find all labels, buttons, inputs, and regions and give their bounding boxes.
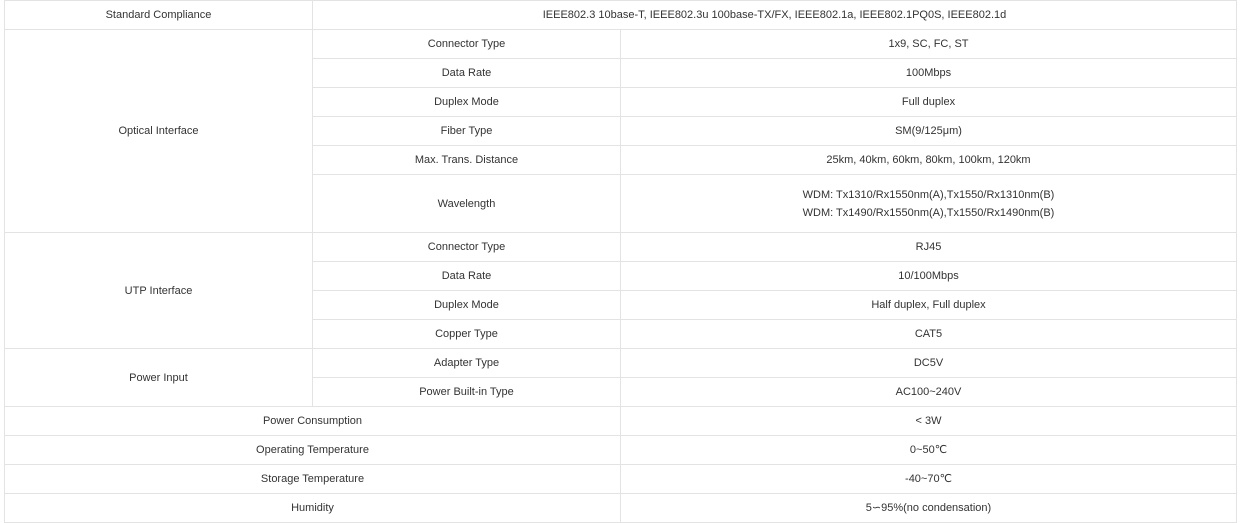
row-label-operating-temperature: Operating Temperature	[5, 436, 621, 465]
group-label-power-input: Power Input	[5, 349, 313, 407]
sub-value: SM(9/125μm)	[621, 117, 1237, 146]
table-row	[5, 233, 1237, 262]
sub-value: Full duplex	[621, 88, 1237, 117]
sub-value: 1x9, SC, FC, ST	[621, 30, 1237, 59]
sub-label: Duplex Mode	[313, 88, 621, 117]
group-label-utp-interface: UTP Interface	[5, 233, 313, 349]
group-label-optical-interface: Optical Interface	[5, 30, 313, 233]
row-value-humidity: 5∽95%(no condensation)	[621, 494, 1237, 523]
sub-value: 10/100Mbps	[621, 262, 1237, 291]
sub-value: DC5V	[621, 349, 1237, 378]
sub-label: Max. Trans. Distance	[313, 146, 621, 175]
row-value-power-consumption: < 3W	[621, 407, 1237, 436]
row-value-standard-compliance: IEEE802.3 10base-T, IEEE802.3u 100base-TX/FX, IEEE802.1a, IEEE802.1PQ0S, IEEE802.1d	[313, 1, 1237, 30]
row-value-storage-temperature: -40~70℃	[621, 465, 1237, 494]
sub-value: CAT5	[621, 320, 1237, 349]
table-row	[5, 465, 1237, 494]
sub-label: Duplex Mode	[313, 291, 621, 320]
wavelength-line-1: WDM: Tx1310/Rx1550nm(A),Tx1550/Rx1310nm(B)	[802, 188, 1055, 201]
spec-table	[4, 0, 1237, 523]
table-row	[5, 407, 1237, 436]
sub-label: Data Rate	[313, 59, 621, 88]
sub-label: Connector Type	[313, 30, 621, 59]
sub-value-wavelength	[621, 175, 1237, 233]
sub-label-wavelength: Wavelength	[313, 175, 621, 233]
row-label-storage-temperature: Storage Temperature	[5, 465, 621, 494]
row-label-humidity: Humidity	[5, 494, 621, 523]
row-value-operating-temperature: 0~50℃	[621, 436, 1237, 465]
sub-value: Half duplex, Full duplex	[621, 291, 1237, 320]
sub-label: Copper Type	[313, 320, 621, 349]
sub-label: Fiber Type	[313, 117, 621, 146]
row-label-standard-compliance: Standard Compliance	[5, 1, 313, 30]
sub-label: Adapter Type	[313, 349, 621, 378]
sub-label: Power Built-in Type	[313, 378, 621, 407]
sub-label: Data Rate	[313, 262, 621, 291]
table-row	[5, 1, 1237, 30]
table-row	[5, 349, 1237, 378]
sub-value: 25km, 40km, 60km, 80km, 100km, 120km	[621, 146, 1237, 175]
sub-value: RJ45	[621, 233, 1237, 262]
sub-label: Connector Type	[313, 233, 621, 262]
row-label-power-consumption: Power Consumption	[5, 407, 621, 436]
table-row	[5, 436, 1237, 465]
wavelength-line-2: WDM: Tx1490/Rx1550nm(A),Tx1550/Rx1490nm(B)	[802, 206, 1055, 219]
sub-value: AC100~240V	[621, 378, 1237, 407]
table-row	[5, 30, 1237, 59]
table-row	[5, 494, 1237, 523]
sub-value: 100Mbps	[621, 59, 1237, 88]
